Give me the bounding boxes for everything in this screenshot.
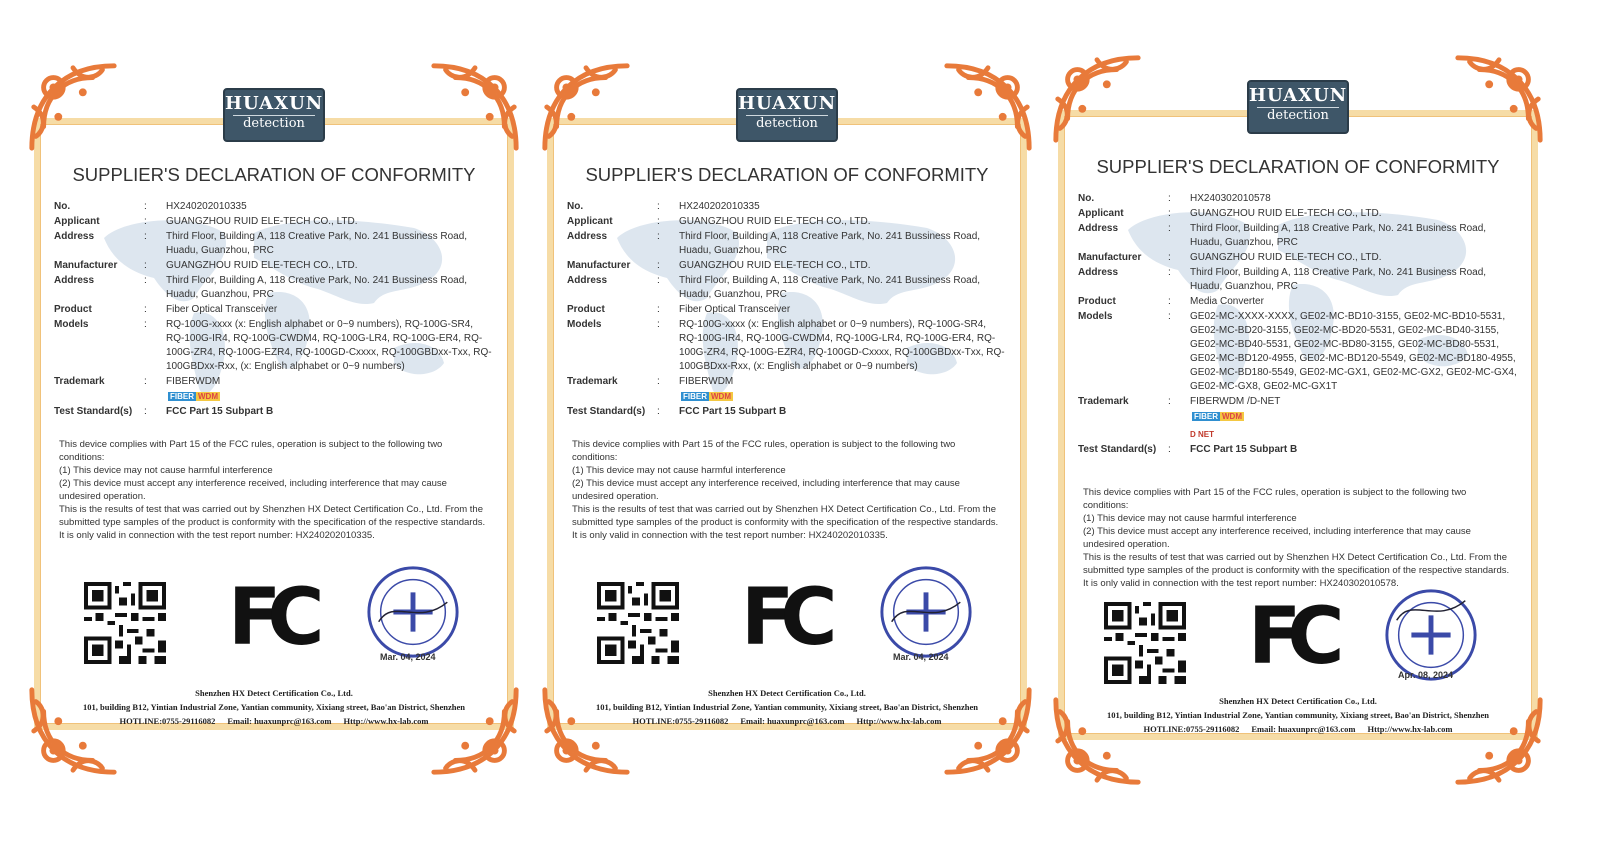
ornament-corner-icon [24,58,122,156]
applicant-value: GUANGZHOU RUID ELE-TECH CO., LTD. [1190,208,1382,219]
address-value: Third Floor, Building A, 118 Creative Park, No. 241 Bussiness Road, Huadu, Guanzhou, PRC [166,275,468,300]
issuer-address: 101, building B12, Yintian Industrial Zone, Yantian community, Xixiang street, Bao'an District, Shenzhen [596,702,978,712]
info-fields: No. : HX240202010335 Applicant : GUANGZHOU RUID ELE-TECH CO., LTD. Address : Third Floor, Building A, 118 Creative Park, No. 241 Bussiness Road, Huadu, Guanzhou, PRC Manufacturer : GUANGZHOU RUID ELE-TECH CO., LTD. Address : Third Floor, Building A, 118 Creative Park, No. 241 Bussiness Road, Huadu, Guanzhou, PRC Product : Fiber Optical Transceiver Models : RQ-100G-xxxx (x: English alphabet or 0~9 numbers), RQ-100G-SR4, RQ-100G-IR4, RQ-100G-CWDM4, RQ-100G-LR4, RQ-100G-ER4, RQ-100G-ZR4, RQ-100G-EZR4, RQ-100GD-Cxxxx, RQ-100GBDxx-Txx, RQ-100GBDxx-Rxx, (x: English alphabet or 0~9 numbers) Trademark : FIBERWDM FIBER WDM Test Standard(s) : FCC Part 15 Subpart B [54,200,494,420]
document-title: SUPPLIER'S DECLARATION OF CONFORMITY [1096,156,1500,177]
issuer-footer [577,686,997,728]
trademark-value: FIBERWDM [166,376,221,387]
address-value: Third Floor, Building A, 118 Creative Park, No. 241 Business Road, Huadu, Guanzhou, PRC [1190,223,1487,248]
models-label: Models [1078,311,1113,322]
address-label: Address [1078,223,1119,234]
applicant-label: Applicant [54,216,100,227]
trademark-value: FIBERWDM [679,376,734,387]
info-fields: No. : HX240202010335 Applicant : GUANGZHOU RUID ELE-TECH CO., LTD. Address : Third Floor, Building A, 118 Creative Park, No. 241 Bussiness Road, Huadu, Guanzhou, PRC Manufacturer : GUANGZHOU RUID ELE-TECH CO., LTD. Address : Third Floor, Building A, 118 Creative Park, No. 241 Bussiness Road, Huadu, Guanzhou, PRC Product : Fiber Optical Transceiver Models : RQ-100G-xxxx (x: English alphabet or 0~9 numbers), RQ-100G-SR4, RQ-100G-IR4, RQ-100G-CWDM4, RQ-100G-LR4, RQ-100G-ER4, RQ-100G-ZR4, RQ-100G-EZR4, RQ-100GD-Cxxxx, RQ-100GBDxx-Txx, RQ-100GBDxx-Rxx, (x: English alphabet or 0~9 numbers) Trademark : FIBERWDM FIBER WDM Test Standard(s) : FCC Part 15 Subpart B [567,200,1007,420]
document-title: SUPPLIER'S DECLARATION OF CONFORMITY [585,164,989,185]
fcc-logo-icon: FC [1248,592,1331,682]
condition-1: (1) This device may not cause harmful interference [59,465,273,476]
ornament-corner-icon [939,58,1037,156]
condition-1: (1) This device may not cause harmful interference [1083,513,1297,524]
compliance-paragraph: This device complies with Part 15 of the FCC rules, operation is subject to the following two conditions: [1083,487,1467,511]
address-label: Address [567,275,608,286]
compliance-text [1083,486,1513,590]
address-label: Address [54,275,95,286]
dnet-logo-icon: D NET [1190,430,1214,439]
address-value: Third Floor, Building A, 118 Creative Park, No. 241 Bussiness Road, Huadu, Guanzhou, PRC [679,275,981,300]
address-value: Third Floor, Building A, 118 Creative Park, No. 241 Business Road, Huadu, Guanzhou, PRC [1190,267,1487,292]
no-value: HX240202010335 [679,201,760,212]
seal-date: Apr. 08, 2024 [1398,670,1454,680]
models-value: RQ-100G-xxxx (x: English alphabet or 0~9 numbers), RQ-100G-SR4, RQ-100G-IR4, RQ-100G-CWDM4, RQ-100G-LR4, RQ-100G-ER4, RQ-100G-ZR4, RQ-100G-EZR4, RQ-100GD-Cxxxx, RQ-100GBDxx-Txx, RQ-100GBDxx-Rxx, (x: English alphabet or 0~9 numbers) [166,319,492,372]
issuer-name: Shenzhen HX Detect Certification Co., Ltd. [708,688,866,698]
logo-text: HUAXUN [225,93,324,114]
seal-date: Mar. 04, 2024 [893,652,949,662]
address-value: Third Floor, Building A, 118 Creative Park, No. 241 Bussiness Road, Huadu, Guanzhou, PRC [679,231,981,256]
certification-seal-icon [364,563,462,661]
email: Email: huaxunprc@163.com [1251,724,1356,734]
validity-paragraph: It is only valid in connection with the test report number: HX240202010335. [572,530,888,541]
no-label: No. [1078,193,1095,204]
issuer-footer [1088,694,1508,736]
info-fields: No. : HX240302010578 Applicant : GUANGZHOU RUID ELE-TECH CO., LTD. Address : Third Floor, Building A, 118 Creative Park, No. 241 Business Road, Huadu, Guanzhou, PRC Manufacturer : GUANGZHOU RUID ELE-TECH CO., LTD. Address : Third Floor, Building A, 118 Creative Park, No. 241 Business Road, Huadu, Guanzhou, PRC Product : Media Converter Models : GE02-MC-XXXX-XXXX, GE02-MC-BD10-3155, GE02-MC-BD10-5531, GE02-MC-BD20-3155, GE02-MC-BD20-5531, GE02-MC-BD40-3155, GE02-MC-BD40-5531, GE02-MC-BD80-3155, GE02-MC-BD80-5531, GE02-MC-BD120-4955, GE02-MC-BD120-5549, GE02-MC-BD180-4955, GE02-MC-BD180-5549, GE02-MC-GX1, GE02-MC-GX2, GE02-MC-GX4, GE02-MC-GX8, GE02-MC-GX1T Trademark : FIBERWDM /D-NET FIBER WDM D NET Test Standard(s) : FCC Part 15 Subpart B [1078,193,1517,455]
manufacturer-label: Manufacturer [1078,252,1142,263]
document-title: SUPPLIER'S DECLARATION OF CONFORMITY [72,164,476,185]
applicant-value: GUANGZHOU RUID ELE-TECH CO., LTD. [679,216,871,227]
condition-1: (1) This device may not cause harmful interference [572,465,786,476]
ornament-corner-icon [537,58,635,156]
issuer-address: 101, building B12, Yintian Industrial Zone, Yantian community, Xixiang street, Bao'an District, Shenzhen [83,702,465,712]
models-label: Models [54,319,89,330]
product-value: Fiber Optical Transceiver [166,304,278,315]
issuer-name: Shenzhen HX Detect Certification Co., Ltd. [1219,696,1377,706]
huaxun-logo [1247,80,1349,134]
manufacturer-value: GUANGZHOU RUID ELE-TECH CO., LTD. [1190,252,1382,263]
huaxun-logo [223,88,325,142]
condition-2: (2) This device must accept any interference received, including interference that may cause undesired operation. [59,478,447,502]
qr-code-icon [84,582,166,664]
issuer-name: Shenzhen HX Detect Certification Co., Ltd. [195,688,353,698]
results-paragraph: This is the results of test that was carried out by Shenzhen HX Detect Certification Co., Ltd. From the submitted type samples of the product is conformity with the specification of the respective standards. [1083,552,1510,576]
certificate-1 [24,58,524,780]
fiberwdm-logo-icon: FIBER WDM [1194,412,1242,421]
manufacturer-value: GUANGZHOU RUID ELE-TECH CO., LTD. [166,260,358,271]
trademark-label: Trademark [54,376,105,387]
qr-code-icon [597,582,679,664]
address-value: Third Floor, Building A, 118 Creative Park, No. 241 Bussiness Road, Huadu, Guanzhou, PRC [166,231,468,256]
certification-seal-icon [877,563,975,661]
product-label: Product [1078,296,1116,307]
no-value: HX240202010335 [166,201,247,212]
condition-2: (2) This device must accept any interference received, including interference that may cause undesired operation. [1083,526,1471,550]
address-label: Address [54,231,95,242]
product-label: Product [567,304,605,315]
huaxun-logo [736,88,838,142]
standard-value: FCC Part 15 Subpart B [679,406,787,417]
validity-paragraph: It is only valid in connection with the test report number: HX240302010578. [1083,578,1399,589]
product-value: Fiber Optical Transceiver [679,304,791,315]
no-label: No. [567,201,584,212]
standard-value: FCC Part 15 Subpart B [1190,444,1298,455]
compliance-paragraph: This device complies with Part 15 of the FCC rules, operation is subject to the following two conditions: [59,439,443,463]
certificate-2 [537,58,1037,780]
hotline: HOTLINE:0755-29116082 [1143,724,1240,734]
compliance-text [59,438,489,542]
fcc-logo-icon: FC [741,573,824,663]
certificate-3 [1048,50,1548,790]
ornament-corner-icon [1450,50,1548,148]
email: Email: huaxunprc@163.com [227,716,332,726]
ornament-corner-icon [1048,50,1146,148]
results-paragraph: This is the results of test that was carried out by Shenzhen HX Detect Certification Co., Ltd. From the submitted type samples of the product is conformity with the specification of the respective standards. [59,504,486,528]
email: Email: huaxunprc@163.com [740,716,845,726]
website-link[interactable]: Http://www.hx-lab.com [343,716,429,726]
logo-subtext: detection [1257,107,1339,123]
product-label: Product [54,304,92,315]
applicant-label: Applicant [1078,208,1124,219]
website-link[interactable]: Http://www.hx-lab.com [856,716,942,726]
address-label: Address [567,231,608,242]
standard-label: Test Standard(s) [54,406,133,417]
standard-label: Test Standard(s) [1078,444,1157,455]
issuer-footer [64,686,484,728]
manufacturer-label: Manufacturer [567,260,631,271]
logo-subtext: detection [746,115,828,131]
logo-text: HUAXUN [1249,85,1348,106]
manufacturer-label: Manufacturer [54,260,118,271]
results-paragraph: This is the results of test that was carried out by Shenzhen HX Detect Certification Co., Ltd. From the submitted type samples of the product is conformity with the specification of the respective standards. [572,504,999,528]
trademark-label: Trademark [1078,396,1129,407]
hotline: HOTLINE:0755-29116082 [119,716,216,726]
applicant-value: GUANGZHOU RUID ELE-TECH CO., LTD. [166,216,358,227]
product-value: Media Converter [1190,296,1264,307]
condition-2: (2) This device must accept any interference received, including interference that may cause undesired operation. [572,478,960,502]
ornament-corner-icon [426,58,524,156]
fiberwdm-logo-icon: FIBER WDM [170,392,218,401]
trademark-value: FIBERWDM /D-NET [1190,396,1281,407]
trademark-label: Trademark [567,376,618,387]
manufacturer-value: GUANGZHOU RUID ELE-TECH CO., LTD. [679,260,871,271]
website-link[interactable]: Http://www.hx-lab.com [1367,724,1453,734]
compliance-paragraph: This device complies with Part 15 of the FCC rules, operation is subject to the following two conditions: [572,439,956,463]
no-value: HX240302010578 [1190,193,1271,204]
validity-paragraph: It is only valid in connection with the test report number: HX240202010335. [59,530,375,541]
fcc-logo-icon: FC [228,573,311,663]
logo-subtext: detection [233,115,315,131]
qr-code-icon [1104,602,1186,684]
applicant-label: Applicant [567,216,613,227]
seal-date: Mar. 04, 2024 [380,652,436,662]
address-label: Address [1078,267,1119,278]
hotline: HOTLINE:0755-29116082 [632,716,729,726]
fiberwdm-logo-icon: FIBER WDM [683,392,731,401]
models-label: Models [567,319,602,330]
standard-label: Test Standard(s) [567,406,646,417]
standard-value: FCC Part 15 Subpart B [166,406,274,417]
logo-text: HUAXUN [738,93,837,114]
no-label: No. [54,201,71,212]
models-value: GE02-MC-XXXX-XXXX, GE02-MC-BD10-3155, GE02-MC-BD10-5531, GE02-MC-BD20-3155, GE02-MC-BD20-5531, GE02-MC-BD40-3155, GE02-MC-BD40-5531, GE02-MC-BD80-3155, GE02-MC-BD80-5531, GE02-MC-BD120-4955, GE02-MC-BD120-5549, GE02-MC-BD180-4955, GE02-MC-BD180-5549, GE02-MC-GX1, GE02-MC-GX2, GE02-MC-GX4, GE02-MC-GX8, GE02-MC-GX1T [1190,311,1517,392]
issuer-address: 101, building B12, Yintian Industrial Zone, Yantian community, Xixiang street, Bao'an District, Shenzhen [1107,710,1489,720]
models-value: RQ-100G-xxxx (x: English alphabet or 0~9 numbers), RQ-100G-SR4, RQ-100G-IR4, RQ-100G-CWDM4, RQ-100G-LR4, RQ-100G-ER4, RQ-100G-ZR4, RQ-100G-EZR4, RQ-100GD-Cxxxx, RQ-100GBDxx-Txx, RQ-100GBDxx-Rxx, (x: English alphabet or 0~9 numbers) [679,319,1005,372]
compliance-text [572,438,1002,542]
